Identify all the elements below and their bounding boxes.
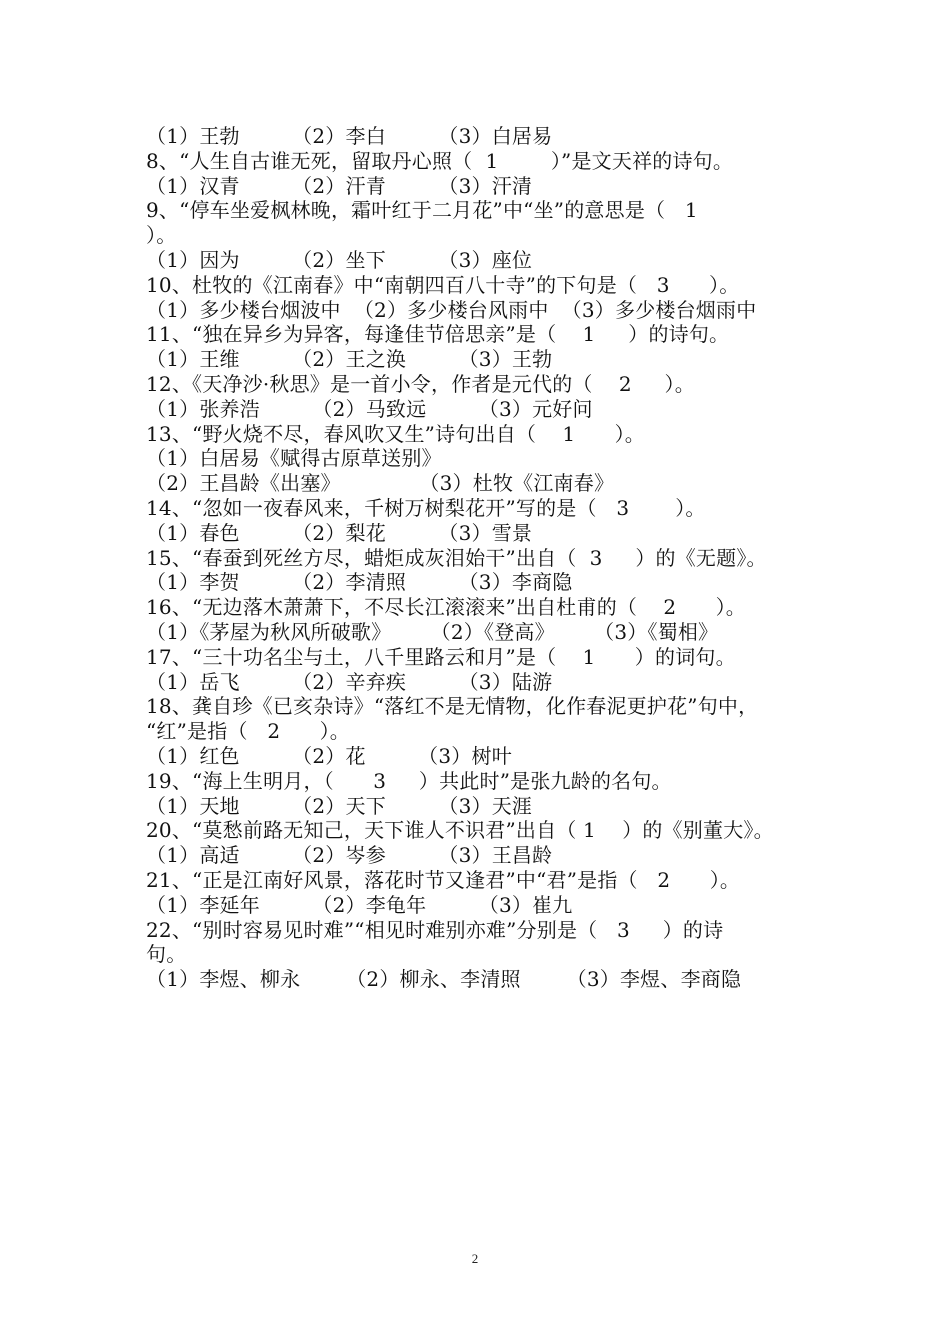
quiz-content (146, 124, 826, 992)
question-19: 19、“海上生明月，（ 3 ）共此时”是张九龄的名句。 (146, 768, 672, 793)
question-16: 16、“无边落木萧萧下，不尽长江滚滚来”出自杜甫的（ 2 ）。 (146, 595, 746, 620)
question-10: 10、杜牧的《江南春》中“南朝四百八十寺”的下句是（ 3 ）。 (146, 272, 740, 297)
question-9-cont: ）。 (146, 223, 177, 248)
options-q13-a: （1）白居易《赋得古原草送别》 (146, 446, 442, 471)
page-number: 2 (471, 1251, 479, 1266)
question-18: 18、龚自珍《已亥杂诗》“落红不是无情物，化作春泥更护花”句中， (146, 694, 759, 719)
options-q12: （1）张养浩 （2）马致远 （3）元好问 (146, 396, 593, 421)
question-21: 21、“正是江南好风景，落花时节又逢君”中“君”是指（ 2 ）。 (146, 867, 741, 892)
options-q15: （1）李贺 （2）李清照 （3）李商隐 (146, 570, 573, 595)
question-20: 20、“莫愁前路无知己，天下谁人不识君”出自（ 1 ）的《别董大》。 (146, 818, 774, 843)
options-q16: （1）《茅屋为秋风所破歌》 （2）《登高》 （3）《蜀相》 (146, 619, 719, 644)
question-17: 17、“三十功名尘与土，八千里路云和月”是（ 1 ）的词句。 (146, 644, 736, 669)
options-q18: （1）红色 （2）花 （3）树叶 (146, 743, 512, 768)
question-8: 8、“人生自古谁无死，留取丹心照（ 1 ）”是文天祥的诗句。 (146, 148, 734, 173)
question-11: 11、“独在异乡为异客，每逢佳节倍思亲”是（ 1 ）的诗句。 (146, 322, 730, 347)
question-12: 12、《天净沙·秋思》是一首小令，作者是元代的（ 2 ）。 (146, 371, 695, 396)
options-q19: （1）天地 （2）天下 （3）天涯 (146, 793, 533, 818)
question-9: 9、“停车坐爱枫林晚，霜叶红于二月花”中“坐”的意思是（ 1 (146, 198, 698, 223)
options-q8: （1）汉青 （2）汗青 （3）汗清 (146, 173, 533, 198)
options-q7: （1）王勃 （2）李白 （3）白居易 (146, 124, 553, 148)
options-q21: （1）李延年 （2）李龟年 （3）崔九 (146, 892, 573, 917)
options-q22: （1）李煜、柳永 （2）柳永、李清照 （3）李煜、李商隐 (146, 967, 742, 992)
options-q9: （1）因为 （2）坐下 （3）座位 (146, 247, 533, 272)
options-q20: （1）高适 （2）岑参 （3）王昌龄 (146, 843, 553, 868)
options-q13-b: （2）王昌龄《出塞》 （3）杜牧《江南春》 (146, 471, 615, 496)
options-q11: （1）王维 （2）王之涣 （3）王勃 (146, 347, 553, 372)
question-13: 13、“野火烧不尽，春风吹又生”诗句出自（ 1 ）。 (146, 421, 645, 446)
options-q17: （1）岳飞 （2）辛弃疾 （3）陆游 (146, 669, 553, 694)
options-q10: （1）多少楼台烟波中 （2）多少楼台风雨中 （3）多少楼台烟雨中 (146, 297, 757, 322)
question-22-cont: 句。 (146, 942, 187, 967)
question-18-cont: “红”是指（ 2 ）。 (146, 719, 350, 744)
question-14: 14、“忽如一夜春风来，千树万树梨花开”写的是（ 3 ）。 (146, 495, 706, 520)
options-q14: （1）春色 （2）梨花 （3）雪景 (146, 520, 533, 545)
question-22: 22、“别时容易见时难”“相见时难别亦难”分别是（ 3 ）的诗 (146, 917, 724, 942)
question-15: 15、“春蚕到死丝方尽，蜡炬成灰泪始干”出自（ 3 ）的《无题》。 (146, 545, 767, 570)
